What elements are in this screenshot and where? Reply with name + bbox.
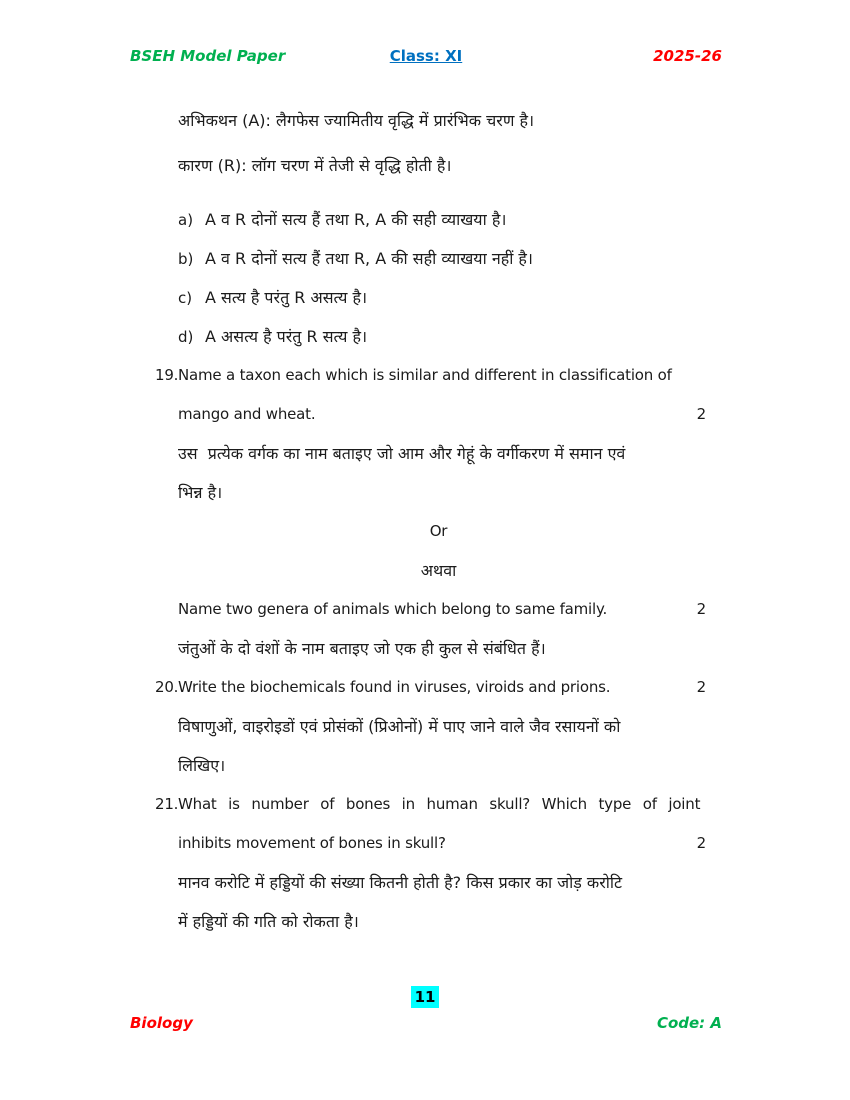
option-c-letter: c) [178,289,193,307]
q21-hindi-line1: मानव करोटि में हड्डियों की संख्या कितनी होती है? किस प्रकार का जोड़ करोटि [178,873,623,892]
option-a [155,200,722,239]
q20-marks: 2 [696,678,706,696]
option-c-text: A सत्य है परंतु R असत्य है। [205,288,368,307]
option-d-letter: d) [178,328,194,346]
footer-subject: Biology [130,1014,193,1032]
option-b-text: A व R दोनों सत्य हैं तथा R, A की सही व्याखया नहीं है। [205,249,533,268]
option-a-letter: a) [178,211,194,229]
page-header [130,47,722,65]
q19-or-hindi: अथवा [420,561,457,580]
q19-or-english: Or [429,522,448,540]
q21-english-line2: inhibits movement of bones in skull? 2 [155,824,722,863]
footer-code: Code: A [656,1014,722,1032]
q19-alt-hindi: जंतुओं के दो वंशों के नाम बताइए जो एक ही कुल से संबंधित हैं। [178,639,546,658]
q19-alt-marks: 2 [696,600,706,618]
option-b-letter: b) [178,250,194,268]
q19-alt-english: Name two genera of animals which belong to same family. 2 [155,590,722,629]
q20-number: 20. [155,678,179,696]
header-session-year: 2025-26 [653,47,722,65]
q19-hindi-line2: भिन्न है। [178,483,223,502]
q19-marks: 2 [696,405,706,423]
q19-english-line2: mango and wheat. 2 [155,395,722,434]
option-c [155,278,722,317]
page-footer [130,1014,722,1032]
option-d [155,317,722,356]
q20-hindi-line2: लिखिए। [178,756,226,775]
header-paper-title: BSEH Model Paper [130,47,286,65]
q21-english-line1: 21. What is number of bones in human skull? Which type of joint [155,785,722,824]
q19-hindi-line1: उस प्रत्येक वर्गक का नाम बताइए जो आम और गेहूं के वर्गीकरण में समान एवं [178,444,626,463]
option-d-text: A असत्य है परंतु R सत्य है। [205,327,368,346]
q21-marks: 2 [696,834,706,852]
q20-english-line: 20. Write the biochemicals found in viruses, viroids and prions. 2 [155,668,722,707]
q21-number: 21. [155,795,179,813]
page-number: 11 [411,986,440,1008]
assertion-line: अभिकथन (A): लैगफेस ज्यामितीय वृद्धि में प्रारंभिक चरण है। [178,111,535,130]
question-content [155,101,722,941]
q20-hindi-line1: विषाणुओं, वाइरोइडों एवं प्रोसंकों (प्रिओनों) में पाए जाने वाले जैव रसायनों को [178,717,621,736]
page-number-container [0,986,850,1008]
option-b [155,239,722,278]
q19-number: 19. [155,366,179,384]
option-a-text: A व R दोनों सत्य हैं तथा R, A की सही व्याखया है। [205,210,507,229]
reason-line: कारण (R): लॉग चरण में तेजी से वृद्धि होती है। [178,156,452,175]
header-class-label: Class: XI [389,47,463,65]
q19-english-line1: 19. Name a taxon each which is similar and different in classification of [155,356,722,395]
q21-hindi-line2: में हड्डियों की गति को रोकता है। [178,912,359,931]
